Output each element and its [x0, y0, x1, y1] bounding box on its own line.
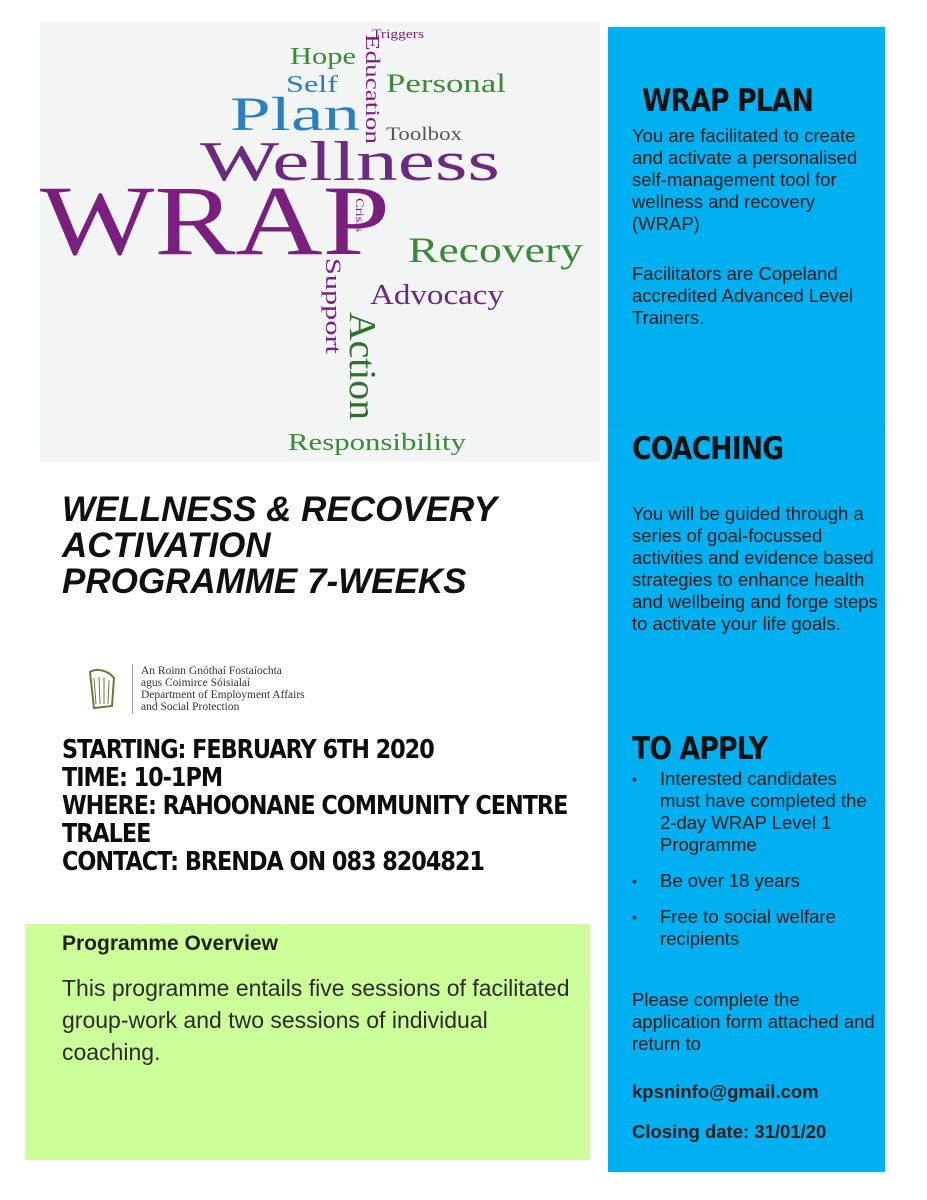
wrap-plan-text: You are facilitated to create and activate a personalised self-management tool for wellness and recovery (WRAP): [632, 125, 858, 234]
cloud-word-self: Self: [286, 72, 338, 98]
cloud-word-triggers: Triggers: [372, 26, 424, 41]
cloud-word-education: Education: [361, 34, 383, 116]
cloud-word-wrap: WRAP: [40, 165, 390, 276]
coaching-heading: COACHING: [632, 431, 784, 467]
list-item: • Interested candidates must have completed the 2-day WRAP Level 1 Programme: [632, 768, 880, 856]
programme-overview: [25, 924, 590, 1160]
coaching-text: You will be guided through a series of goal-focussed activities and evidence based strategies to enhance health and wellbeing and forge steps to activate your life goals.: [632, 503, 878, 634]
list-item: • Be over 18 years: [632, 870, 880, 892]
cloud-word-crisis: Crisis: [353, 198, 367, 227]
programme-headline: [62, 492, 582, 600]
cloud-word-advocacy: Advocacy: [370, 280, 504, 311]
info-sidebar: [608, 27, 885, 1172]
starting-date: STARTING: FEBRUARY 6TH 2020: [62, 735, 434, 765]
headline-line-3: PROGRAMME 7-WEEKS: [62, 562, 467, 601]
apply-instructions: Please complete the application form attached and return to: [632, 989, 875, 1054]
event-details: [62, 736, 567, 876]
contact-email[interactable]: kpsninfo@gmail.com: [632, 1081, 819, 1102]
closing-date: Closing date: 31/01/20: [632, 1121, 827, 1142]
apply-requirements-list: [632, 768, 880, 964]
to-apply-heading: TO APPLY: [632, 731, 768, 767]
cloud-word-toolbox: Toolbox: [386, 124, 463, 145]
cloud-word-support: Support: [321, 258, 346, 328]
time: TIME: 10-1PM: [62, 763, 223, 793]
location: WHERE: RAHOONANE COMMUNITY CENTRE: [62, 791, 568, 821]
department-name: [141, 665, 305, 713]
cloud-word-hope: Hope: [290, 44, 356, 70]
cloud-word-responsibility: Responsibility: [288, 430, 466, 456]
facilitators-text: Facilitators are Copeland accredited Advanced Level Trainers.: [632, 263, 854, 328]
department-line-4: and Social Protection: [141, 701, 240, 713]
overview-body: This programme entails five sessions of facilitated group-work and two sessions of individual coaching.: [62, 975, 570, 1065]
department-line-2: agus Coimirce Sóisialaí: [141, 677, 251, 689]
cloud-word-action: Action: [341, 312, 383, 416]
cloud-word-recovery: Recovery: [408, 230, 583, 270]
harp-icon: [84, 668, 118, 710]
wrap-plan-heading: WRAP PLAN: [642, 83, 814, 119]
location-town: TRALEE: [62, 819, 151, 849]
cloud-word-plan: Plan: [230, 88, 360, 141]
headline-line-1: WELLNESS & RECOVERY: [62, 490, 497, 529]
department-line-1: An Roinn Gnóthaí Fostaíochta: [141, 665, 282, 677]
department-line-3: Department of Employment Affairs: [141, 689, 305, 701]
cloud-word-wellness: Wellness: [200, 131, 500, 193]
headline-line-2: ACTIVATION: [62, 526, 271, 565]
logo-divider: [132, 664, 133, 714]
cloud-word-personal: Personal: [386, 69, 506, 98]
overview-title: Programme Overview: [62, 932, 278, 955]
department-logo: [84, 664, 344, 714]
list-item: • Free to social welfare recipients: [632, 906, 880, 950]
word-cloud-graphic: [40, 22, 600, 462]
section-divider: [608, 425, 885, 426]
wrap-word-cloud: [40, 22, 600, 462]
contact: CONTACT: BRENDA ON 083 8204821: [62, 847, 484, 877]
